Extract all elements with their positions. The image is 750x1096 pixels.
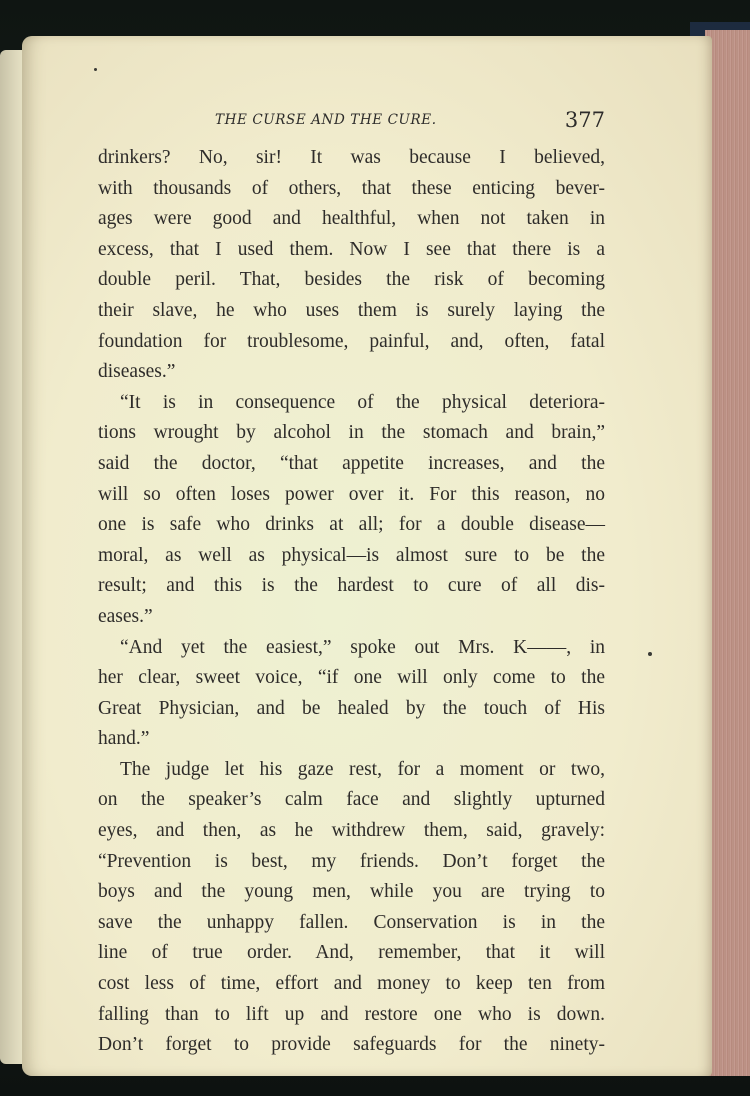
running-title: THE CURSE AND THE CURE. (215, 112, 437, 128)
paper-speck (648, 652, 652, 656)
text-line: boys and the young men, while you are trying to (98, 881, 605, 903)
text-line: their slave, he who uses them is surely laying the (98, 299, 605, 321)
text-line: will so often loses power over it. For this reason, no (98, 483, 605, 505)
text-line: foundation for troublesome, painful, and, often, fatal (98, 330, 605, 352)
text-line: double peril. That, besides the risk of becoming (98, 269, 605, 291)
text-line: result; and this is the hardest to cure of all dis- (98, 575, 605, 597)
text-line: eases.” (98, 605, 153, 627)
text-line: her clear, sweet voice, “if one will only come to the (98, 667, 605, 689)
text-line: diseases.” (98, 361, 176, 383)
text-line: hand.” (98, 728, 150, 750)
text-line: The judge let his gaze rest, for a moment or two, (120, 758, 605, 780)
text-line: line of true order. And, remember, that it will (98, 942, 605, 964)
text-line: eyes, and then, as he withdrew them, said, gravely: (98, 820, 605, 842)
text-line: one is safe who drinks at all; for a double disease— (98, 514, 605, 536)
body-text (98, 143, 605, 1061)
text-line: excess, that I used them. Now I see that there is a (98, 238, 605, 260)
text-line: “It is in consequence of the physical deteriora- (120, 391, 605, 413)
text-line: drinkers? No, sir! It was because I believed, (98, 147, 605, 168)
text-line: said the doctor, “that appetite increases, and the (98, 452, 605, 474)
text-line: moral, as well as physical—is almost sure to be the (98, 544, 605, 566)
text-line: tions wrought by alcohol in the stomach and brain,” (98, 422, 605, 444)
text-line: Great Physician, and be healed by the touch of His (98, 697, 605, 719)
text-line: save the unhappy fallen. Conservation is in the (98, 911, 605, 933)
text-line: falling than to lift up and restore one who is down. (98, 1003, 605, 1025)
text-line: on the speaker’s calm face and slightly upturned (98, 789, 605, 811)
text-line: “And yet the easiest,” spoke out Mrs. K——, in (120, 636, 605, 658)
text-line: “Prevention is best, my friends. Don’t forget the (98, 850, 605, 872)
text-line: cost less of time, effort and money to keep ten from (98, 973, 605, 995)
text-line: with thousands of others, that these enticing bever- (98, 177, 605, 199)
text-line: ages were good and healthful, when not taken in (98, 208, 605, 230)
page-number: 377 (564, 108, 605, 132)
paper-speck (94, 68, 97, 71)
page-header (215, 108, 605, 138)
text-line: Don’t forget to provide safeguards for the ninety- (98, 1034, 605, 1056)
